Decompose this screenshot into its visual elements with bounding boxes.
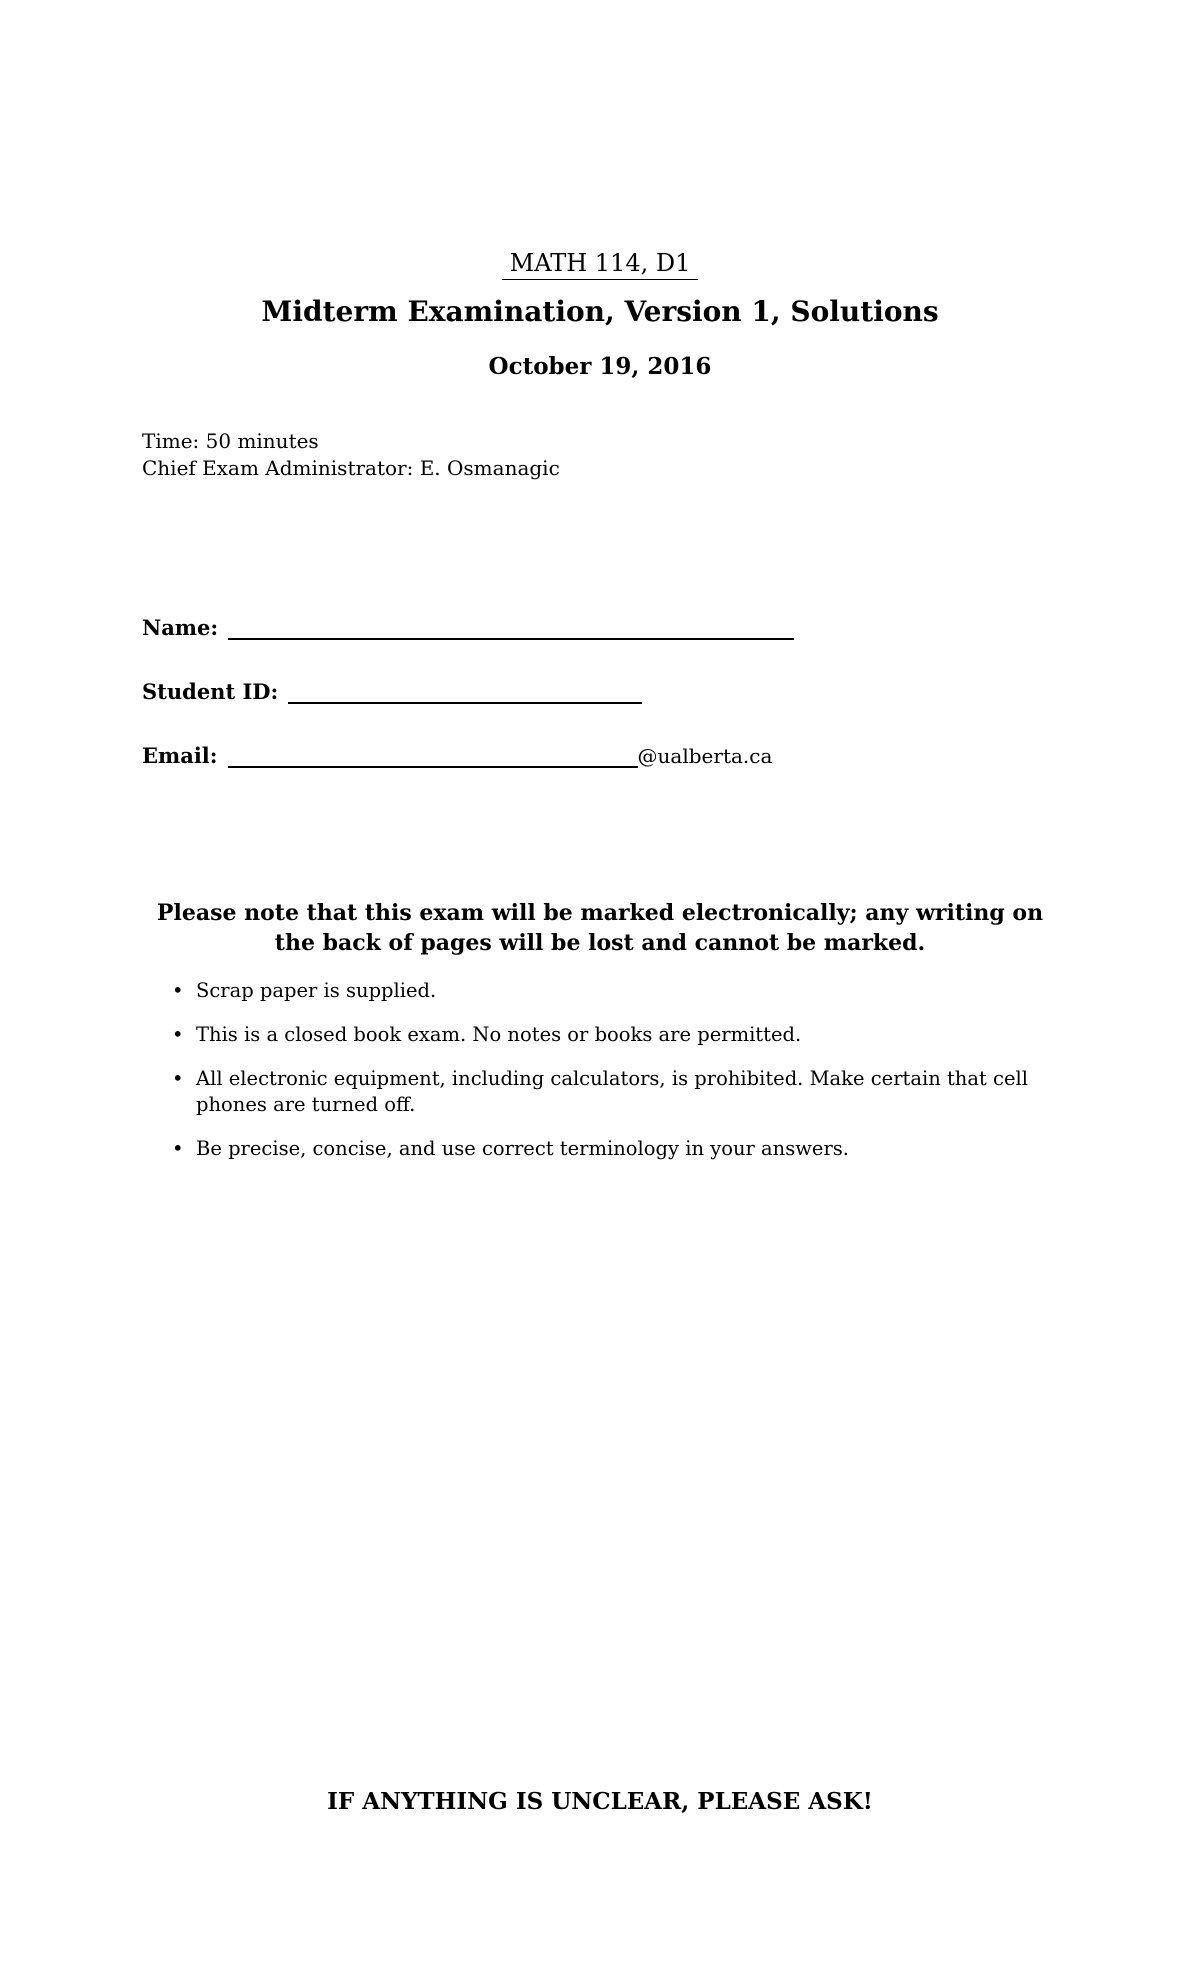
rule-text: Be precise, concise, and use correct terminology in your answers. <box>196 1137 849 1160</box>
rule-text: Scrap paper is supplied. <box>196 979 437 1002</box>
time-limit: Time: 50 minutes <box>142 429 319 453</box>
student-id-field <box>142 670 642 704</box>
course-code <box>0 248 1200 280</box>
email-domain-suffix: @ualberta.ca <box>637 744 773 768</box>
bullet-icon: • <box>172 1023 184 1046</box>
bullet-icon: • <box>172 1067 184 1090</box>
name-blank-line[interactable] <box>228 614 794 640</box>
email-blank-line[interactable] <box>228 742 638 768</box>
chief-administrator: Chief Exam Administrator: E. Osmanagic <box>142 456 560 480</box>
list-item <box>172 1022 1072 1048</box>
exam-rules-list <box>172 978 1072 1180</box>
bullet-icon: • <box>172 979 184 1002</box>
footer-reminder: IF ANYTHING IS UNCLEAR, PLEASE ASK! <box>327 1788 873 1815</box>
exam-title: Midterm Examination, Version 1, Solutions <box>261 295 939 328</box>
rule-text: This is a closed book exam. No notes or books are permitted. <box>196 1023 802 1046</box>
list-item <box>172 1066 1072 1118</box>
email-label: Email: <box>142 743 218 768</box>
list-item <box>172 978 1072 1004</box>
course-code-text: MATH 114, D1 <box>502 248 699 280</box>
name-field <box>142 606 794 640</box>
bullet-icon: • <box>172 1137 184 1160</box>
student-id-label: Student ID: <box>142 679 279 704</box>
exam-date: October 19, 2016 <box>488 353 712 380</box>
list-item <box>172 1136 1072 1162</box>
student-id-blank-line[interactable] <box>288 678 642 704</box>
electronic-marking-notice: Please note that this exam will be marked electronically; any writing on the back of pages will be lost and cannot be marked. <box>156 900 1044 956</box>
name-label: Name: <box>142 615 219 640</box>
exam-meta <box>142 428 560 482</box>
email-field <box>142 734 772 768</box>
rule-text: All electronic equipment, including calculators, is prohibited. Make certain that cell phones are turned off. <box>196 1067 1028 1116</box>
